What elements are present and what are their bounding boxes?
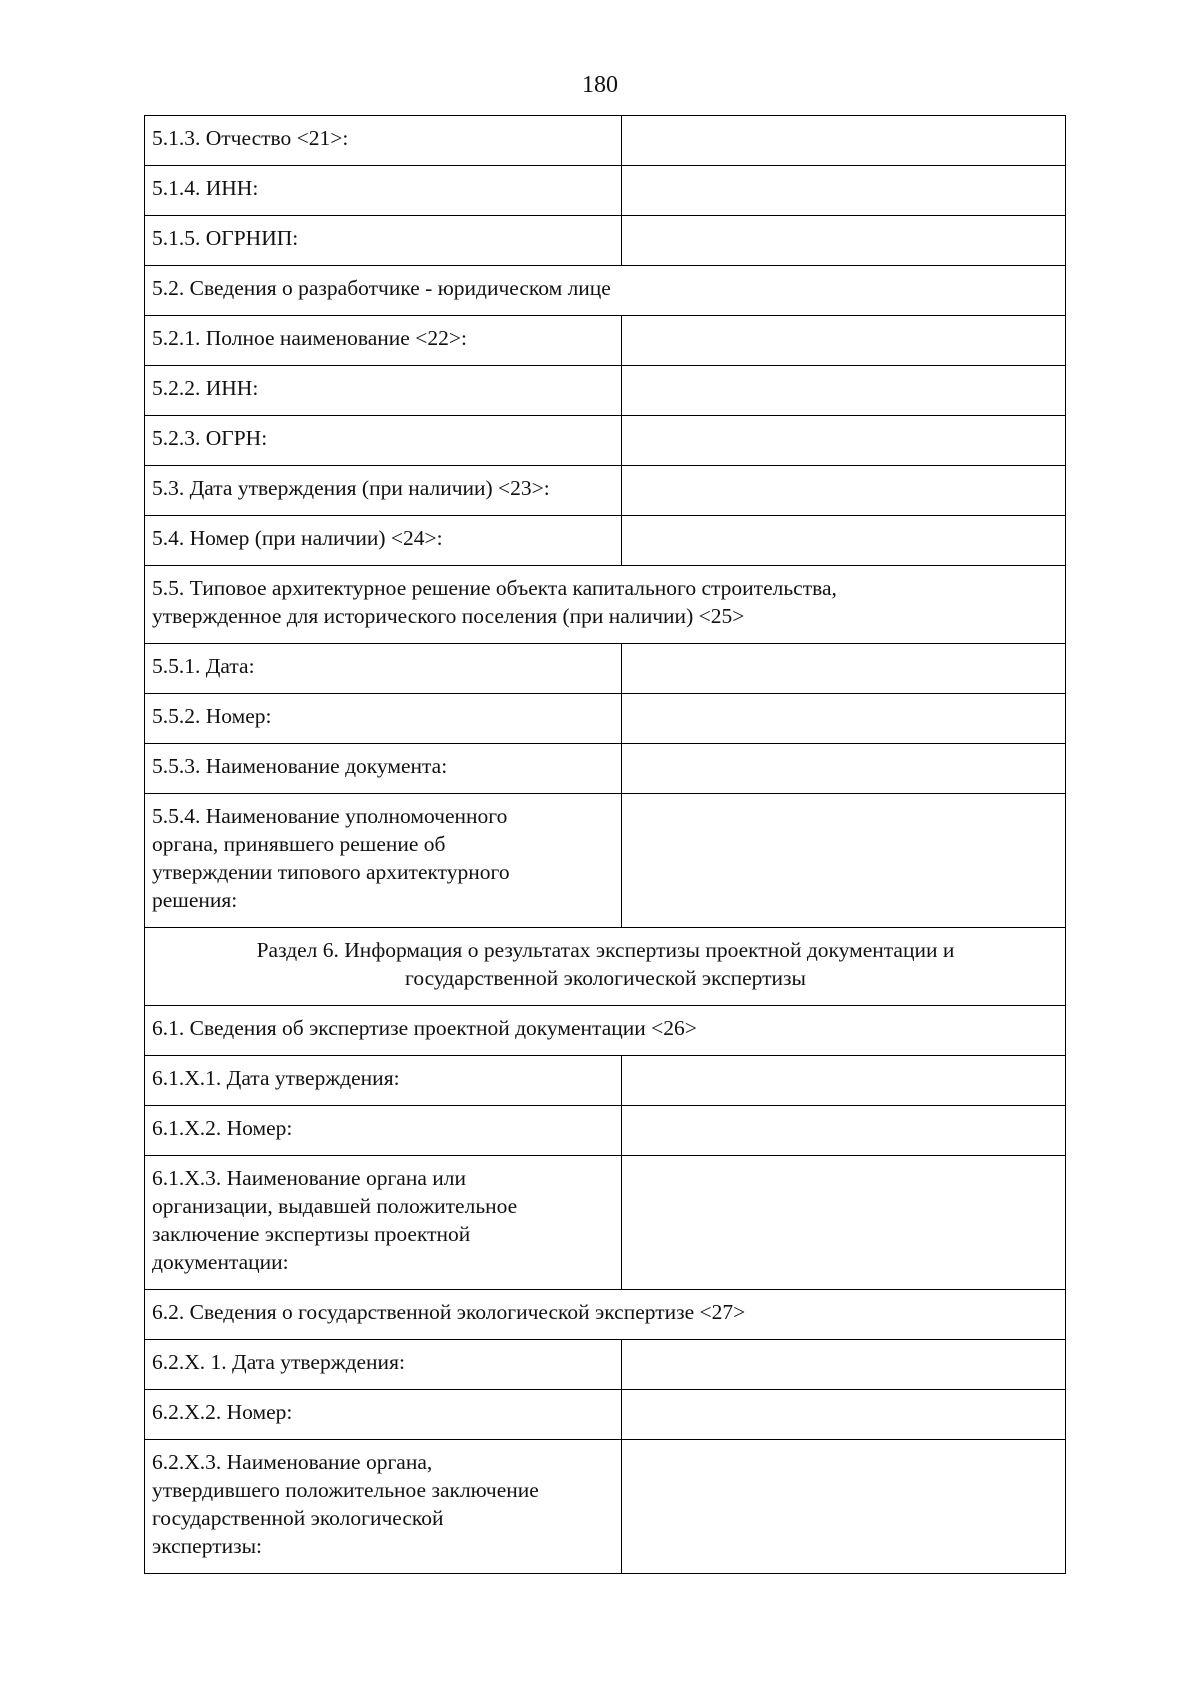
label-line: утверждении типового архитектурного bbox=[152, 860, 510, 884]
label-line: организации, выдавшей положительное bbox=[152, 1194, 518, 1218]
field-value-approval-date[interactable] bbox=[622, 466, 1066, 516]
heading-line: 5.5. Типовое архитектурное решение объекта капитального строительства, bbox=[152, 576, 837, 600]
field-label-document-name: 5.5.3. Наименование документа: bbox=[145, 744, 622, 794]
table-row bbox=[145, 216, 1066, 266]
field-value-date[interactable] bbox=[622, 644, 1066, 694]
table-row bbox=[145, 1006, 1066, 1056]
subsection-heading-typical-architectural-solution bbox=[145, 566, 1066, 644]
field-value-approval-date[interactable] bbox=[622, 1056, 1066, 1106]
field-label-approval-date: 6.1.X.1. Дата утверждения: bbox=[145, 1056, 622, 1106]
field-value-inn[interactable] bbox=[622, 366, 1066, 416]
registration-form-table bbox=[144, 115, 1066, 1574]
field-value-document-name[interactable] bbox=[622, 744, 1066, 794]
field-label-full-name: 5.2.1. Полное наименование <22>: bbox=[145, 316, 622, 366]
field-label-ogrnip: 5.1.5. ОГРНИП: bbox=[145, 216, 622, 266]
table-row bbox=[145, 316, 1066, 366]
table-row bbox=[145, 166, 1066, 216]
table-row bbox=[145, 1390, 1066, 1440]
field-value-number[interactable] bbox=[622, 1106, 1066, 1156]
field-value-number[interactable] bbox=[622, 694, 1066, 744]
table-row bbox=[145, 416, 1066, 466]
table-row bbox=[145, 466, 1066, 516]
label-line: заключение экспертизы проектной bbox=[152, 1222, 471, 1246]
table-row bbox=[145, 1106, 1066, 1156]
label-line: утвердившего положительное заключение bbox=[152, 1478, 539, 1502]
label-line: государственной экологической bbox=[152, 1506, 444, 1530]
label-line: экспертизы: bbox=[152, 1534, 263, 1558]
section-6-title bbox=[145, 928, 1066, 1006]
field-value-full-name[interactable] bbox=[622, 316, 1066, 366]
table-row bbox=[145, 566, 1066, 644]
label-line: решения: bbox=[152, 888, 238, 912]
field-label-number: 6.2.X.2. Номер: bbox=[145, 1390, 622, 1440]
section-title-line: Раздел 6. Информация о результатах экспертизы проектной документации и bbox=[256, 938, 955, 962]
heading-line: утвержденное для исторического поселения (при наличии) <25> bbox=[152, 604, 745, 628]
field-label-ogrn: 5.2.3. ОГРН: bbox=[145, 416, 622, 466]
subsection-heading-design-expertise: 6.1. Сведения об экспертизе проектной документации <26> bbox=[145, 1006, 1066, 1056]
field-value-number[interactable] bbox=[622, 1390, 1066, 1440]
field-label-inn: 5.2.2. ИНН: bbox=[145, 366, 622, 416]
table-row bbox=[145, 644, 1066, 694]
field-label-date: 5.5.1. Дата: bbox=[145, 644, 622, 694]
table-row bbox=[145, 366, 1066, 416]
field-value-inn[interactable] bbox=[622, 166, 1066, 216]
field-label-inn: 5.1.4. ИНН: bbox=[145, 166, 622, 216]
field-label-approval-date: 5.3. Дата утверждения (при наличии) <23>: bbox=[145, 466, 622, 516]
label-line: органа, принявшего решение об bbox=[152, 832, 446, 856]
table-row bbox=[145, 744, 1066, 794]
label-line: документации: bbox=[152, 1250, 289, 1274]
table-row bbox=[145, 1056, 1066, 1106]
label-line: 5.5.4. Наименование уполномоченного bbox=[152, 804, 508, 828]
field-value-ogrnip[interactable] bbox=[622, 216, 1066, 266]
field-label-number: 6.1.X.2. Номер: bbox=[145, 1106, 622, 1156]
table-row bbox=[145, 1290, 1066, 1340]
table-row bbox=[145, 928, 1066, 1006]
subsection-heading-developer-legal-entity: 5.2. Сведения о разработчике - юридическом лице bbox=[145, 266, 1066, 316]
field-label-approving-body bbox=[145, 1440, 622, 1574]
field-value-number[interactable] bbox=[622, 516, 1066, 566]
table-row bbox=[145, 694, 1066, 744]
field-label-number: 5.5.2. Номер: bbox=[145, 694, 622, 744]
table-row bbox=[145, 516, 1066, 566]
subsection-heading-ecological-expertise: 6.2. Сведения о государственной экологической экспертизе <27> bbox=[145, 1290, 1066, 1340]
page-number: 180 bbox=[582, 72, 618, 98]
table-row bbox=[145, 1340, 1066, 1390]
field-label-number: 5.4. Номер (при наличии) <24>: bbox=[145, 516, 622, 566]
field-value-ogrn[interactable] bbox=[622, 416, 1066, 466]
field-value-approval-date[interactable] bbox=[622, 1340, 1066, 1390]
label-line: 6.2.X.3. Наименование органа, bbox=[152, 1450, 433, 1474]
field-label-approval-date: 6.2.X. 1. Дата утверждения: bbox=[145, 1340, 622, 1390]
field-label-expertise-organization bbox=[145, 1156, 622, 1290]
field-value-patronymic[interactable] bbox=[622, 116, 1066, 166]
table-row bbox=[145, 116, 1066, 166]
field-value-expertise-organization[interactable] bbox=[622, 1156, 1066, 1290]
table-row bbox=[145, 794, 1066, 928]
table-row bbox=[145, 1440, 1066, 1574]
field-label-authorized-body bbox=[145, 794, 622, 928]
section-title-line: государственной экологической экспертизы bbox=[405, 966, 806, 990]
field-value-approving-body[interactable] bbox=[622, 1440, 1066, 1574]
label-line: 6.1.X.3. Наименование органа или bbox=[152, 1166, 466, 1190]
field-label-patronymic: 5.1.3. Отчество <21>: bbox=[145, 116, 622, 166]
table-row bbox=[145, 1156, 1066, 1290]
field-value-authorized-body[interactable] bbox=[622, 794, 1066, 928]
table-row bbox=[145, 266, 1066, 316]
